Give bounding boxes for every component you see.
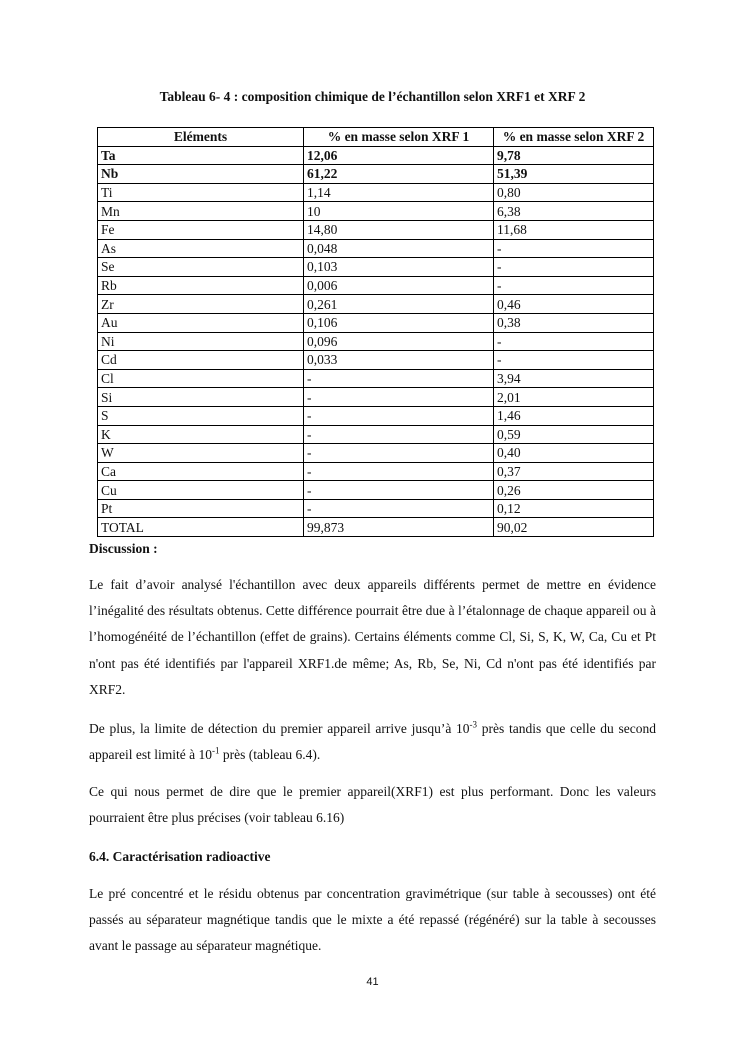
cell-xrf1: - [304, 499, 494, 518]
cell-xrf1: 0,096 [304, 332, 494, 351]
cell-xrf2: 0,59 [494, 425, 654, 444]
cell-xrf2: 2,01 [494, 388, 654, 407]
cell-element: Ni [98, 332, 304, 351]
cell-xrf1: - [304, 425, 494, 444]
table-row [98, 239, 654, 258]
cell-xrf1: 14,80 [304, 220, 494, 239]
cell-xrf1: 0,106 [304, 313, 494, 332]
cell-xrf1: 0,033 [304, 351, 494, 370]
header-xrf1: % en masse selon XRF 1 [304, 128, 494, 147]
table-row [98, 499, 654, 518]
cell-element: Ta [98, 146, 304, 165]
cell-element: Si [98, 388, 304, 407]
cell-xrf2: 0,37 [494, 462, 654, 481]
cell-xrf1: - [304, 481, 494, 500]
cell-xrf1: 0,103 [304, 258, 494, 277]
table-row [98, 202, 654, 221]
cell-xrf1: - [304, 369, 494, 388]
cell-element: Ti [98, 183, 304, 202]
table-row [98, 444, 654, 463]
cell-xrf2: 0,38 [494, 313, 654, 332]
cell-element: Zr [98, 295, 304, 314]
table-row [98, 332, 654, 351]
discussion-title: Discussion : [89, 541, 158, 556]
table-row [98, 369, 654, 388]
cell-element: Rb [98, 276, 304, 295]
cell-xrf2: - [494, 276, 654, 295]
table-caption: Tableau 6- 4 : composition chimique de l’échantillon selon XRF1 et XRF 2 [159, 89, 586, 104]
cell-xrf1: - [304, 406, 494, 425]
table-row [98, 462, 654, 481]
cell-element: S [98, 406, 304, 425]
cell-xrf1: 61,22 [304, 165, 494, 184]
table-header-row [98, 128, 654, 147]
cell-element: Cl [98, 369, 304, 388]
table-row [98, 146, 654, 165]
cell-element: As [98, 239, 304, 258]
cell-xrf1: 0,048 [304, 239, 494, 258]
cell-xrf2: - [494, 239, 654, 258]
cell-xrf1: 1,14 [304, 183, 494, 202]
table-row [98, 406, 654, 425]
cell-xrf2: 0,40 [494, 444, 654, 463]
cell-element: Cu [98, 481, 304, 500]
cell-element: W [98, 444, 304, 463]
cell-element: Ca [98, 462, 304, 481]
cell-element: Fe [98, 220, 304, 239]
table-row [98, 295, 654, 314]
cell-xrf2: - [494, 258, 654, 277]
table-body [98, 146, 654, 536]
cell-xrf1: - [304, 444, 494, 463]
table-row [98, 220, 654, 239]
header-xrf2: % en masse selon XRF 2 [494, 128, 654, 147]
header-elements: Eléments [98, 128, 304, 147]
cell-xrf2: 51,39 [494, 165, 654, 184]
cell-xrf2: 3,94 [494, 369, 654, 388]
discussion-paragraph-2 [89, 716, 656, 768]
page-number: 41 [366, 976, 379, 988]
cell-xrf2: 0,12 [494, 499, 654, 518]
section-paragraph-1: Le pré concentré et le résidu obtenus par concentration gravimétrique (sur table à secousses) ont été passés au séparateur magnétique tandis que le mixte a été repassé (régénéré) sur la table à secousses avant le passage au séparateur magnétique. [89, 886, 656, 954]
cell-xrf2: 1,46 [494, 406, 654, 425]
discussion-paragraph-1: Le fait d’avoir analysé l'échantillon avec deux appareils différents permet de mettre en évidence l’inégalité des résultats obtenus. Cette différence pourrait être due à l’étalonnage de chaque appareil ou à l’homogénéité de l’échantillon (effet de grains). Certains éléments comme Cl, Si, S, K, W, Ca, Cu et Pt n'ont pas été identifiés par l'appareil XRF1.de même; As, Rb, Se, Ni, Cd n'ont pas été identifiés par XRF2. [89, 577, 656, 697]
cell-element: TOTAL [98, 518, 304, 537]
p2-exponent-2: -1 [211, 745, 220, 756]
cell-xrf2: 6,38 [494, 202, 654, 221]
cell-xrf2: 0,26 [494, 481, 654, 500]
table-row [98, 183, 654, 202]
table-row [98, 518, 654, 537]
cell-xrf2: 90,02 [494, 518, 654, 537]
cell-xrf1: 10 [304, 202, 494, 221]
p2-text-b: près tandis que celle du second appareil est limité à 10 [89, 721, 656, 763]
discussion-paragraph-3: Ce qui nous permet de dire que le premier appareil(XRF1) est plus performant. Donc les valeurs pourraient être plus précises (voir tableau 6.16) [89, 784, 656, 826]
cell-xrf1: 12,06 [304, 146, 494, 165]
table-row [98, 276, 654, 295]
table-row [98, 313, 654, 332]
p2-text-c: près (tableau 6.4). [219, 747, 321, 763]
table-row [98, 388, 654, 407]
table-row [98, 425, 654, 444]
cell-xrf1: - [304, 388, 494, 407]
composition-table [97, 127, 654, 537]
cell-element: Mn [98, 202, 304, 221]
cell-xrf2: - [494, 351, 654, 370]
cell-xrf1: 0,006 [304, 276, 494, 295]
table-row [98, 165, 654, 184]
section-title: 6.4. Caractérisation radioactive [89, 849, 271, 864]
cell-element: Cd [98, 351, 304, 370]
cell-xrf2: 0,46 [494, 295, 654, 314]
p2-text-a: De plus, la limite de détection du premier appareil arrive jusqu’à 10 [89, 721, 470, 736]
cell-element: Pt [98, 499, 304, 518]
cell-xrf2: 0,80 [494, 183, 654, 202]
cell-xrf2: - [494, 332, 654, 351]
cell-xrf2: 11,68 [494, 220, 654, 239]
cell-xrf1: - [304, 462, 494, 481]
cell-element: Nb [98, 165, 304, 184]
cell-xrf1: 99,873 [304, 518, 494, 537]
cell-xrf1: 0,261 [304, 295, 494, 314]
table-row [98, 481, 654, 500]
table-row [98, 351, 654, 370]
cell-element: K [98, 425, 304, 444]
table-row [98, 258, 654, 277]
cell-xrf2: 9,78 [494, 146, 654, 165]
p2-exponent-1: -3 [469, 719, 478, 730]
cell-element: Au [98, 313, 304, 332]
cell-element: Se [98, 258, 304, 277]
